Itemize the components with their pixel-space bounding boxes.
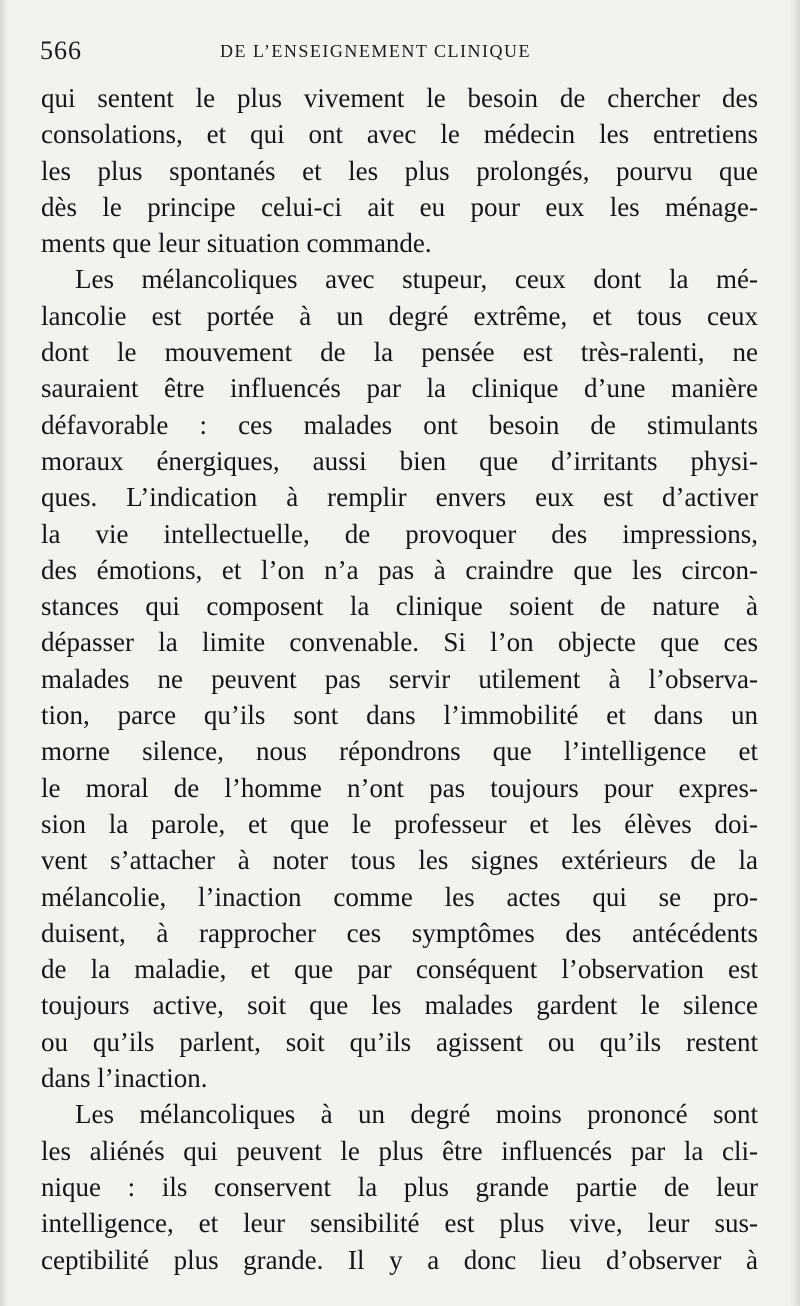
- text-line: ceptibilité plus grande. Il y a donc lieu d’observer à: [41, 1244, 758, 1275]
- text-line: les plus spontanés et les plus prolongés, pourvu que: [41, 155, 758, 186]
- text-line: les aliénés qui peuvent le plus être influencés par la cli-: [41, 1135, 758, 1166]
- text-line: malades ne peuvent pas servir utilement à l’observa-: [41, 663, 758, 694]
- text-line: ou qu’ils parlent, soit qu’ils agissent ou qu’ils restent: [41, 1026, 758, 1057]
- page-number: 566: [40, 36, 82, 65]
- text-line: Les mélancoliques avec stupeur, ceux dont la mé-: [75, 264, 758, 295]
- text-line: sauraient être influencés par la clinique d’une manière: [41, 373, 758, 404]
- page-edge-shadow-left: [0, 0, 8, 1306]
- text-line: moraux énergiques, aussi bien que d’irritants physi-: [41, 445, 758, 476]
- text-line: consolations, et qui ont avec le médecin les entretiens: [41, 119, 758, 150]
- text-line: toujours active, soit que les malades gardent le silence: [41, 990, 758, 1021]
- text-line: sion la parole, et que le professeur et les élèves doi-: [41, 808, 758, 839]
- text-line: de la maladie, et que par conséquent l’observation est: [41, 954, 758, 985]
- text-line: nique : ils conservent la plus grande partie de leur: [41, 1171, 758, 1202]
- text-line: des émotions, et l’on n’a pas à craindre que les circon-: [41, 554, 758, 585]
- text-line: dès le principe celui-ci ait eu pour eux les ménage-: [41, 191, 758, 222]
- text-line: dans l’inaction.: [41, 1063, 208, 1094]
- text-line: le moral de l’homme n’ont pas toujours pour expres-: [41, 772, 758, 803]
- page-edge-shadow-right: [790, 0, 800, 1306]
- text-line: mélancolie, l’inaction comme les actes qui se pro-: [41, 881, 758, 912]
- text-line: morne silence, nous répondrons que l’intelligence et: [41, 736, 758, 767]
- body-text: [41, 80, 758, 1278]
- text-line: stances qui composent la clinique soient de nature à: [41, 591, 758, 622]
- text-line: la vie intellectuelle, de provoquer des impressions,: [41, 518, 758, 549]
- text-line: défavorable : ces malades ont besoin de stimulants: [41, 409, 758, 440]
- text-line: ques. L’indication à remplir envers eux est d’activer: [41, 482, 758, 513]
- text-line: Les mélancoliques à un degré moins prononcé sont: [75, 1099, 758, 1130]
- text-line: dépasser la limite convenable. Si l’on objecte que ces: [41, 627, 758, 658]
- text-line: lancolie est portée à un degré extrême, et tous ceux: [41, 300, 758, 331]
- text-line: dont le mouvement de la pensée est très-ralenti, ne: [41, 337, 758, 368]
- running-header: [40, 36, 758, 66]
- text-line: tion, parce qu’ils sont dans l’immobilité et dans un: [41, 700, 758, 731]
- text-line: ments que leur situation commande.: [41, 228, 432, 259]
- text-line: intelligence, et leur sensibilité est plus vive, leur sus-: [41, 1208, 758, 1239]
- text-line: qui sentent le plus vivement le besoin de chercher des: [41, 83, 758, 113]
- text-line: duisent, à rapprocher ces symptômes des antécédents: [41, 917, 758, 948]
- running-title: DE L’ENSEIGNEMENT CLINIQUE: [220, 41, 531, 61]
- text-line: vent s’attacher à noter tous les signes extérieurs de la: [41, 845, 758, 876]
